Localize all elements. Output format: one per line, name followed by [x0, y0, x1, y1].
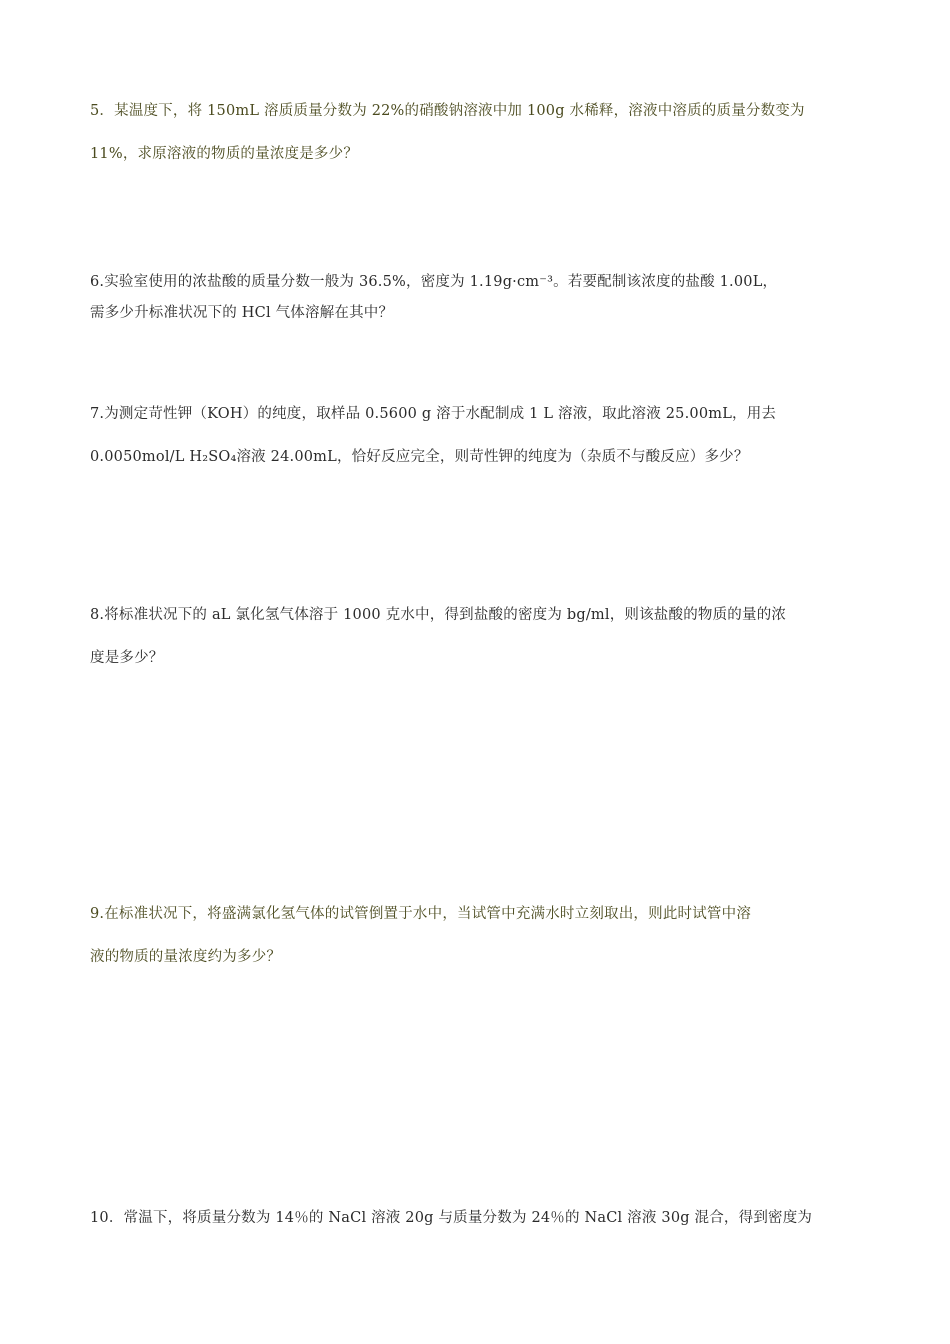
- question-10-line-1: 10．常温下，将质量分数为 14％的 NaCl 溶液 20g 与质量分数为 24％的 NaCl 溶液 30g 混合，得到密度为: [90, 1210, 813, 1226]
- question-7-line-1: 7.为测定苛性钾（KOH）的纯度，取样品 0.5600 g 溶于水配制成 1 L 溶液，取此溶液 25.00mL，用去: [90, 406, 777, 422]
- question-6-line-1: 6.实验室使用的浓盐酸的质量分数一般为 36.5%，密度为 1.19g·cm⁻³。若要配制该浓度的盐酸 1.00L，: [90, 274, 778, 290]
- question-7-line-2: 0.0050mol/L H₂SO₄溶液 24.00mL，恰好反应完全，则苛性钾的纯度为（杂质不与酸反应）多少？: [90, 449, 749, 465]
- question-8: [90, 605, 862, 668]
- question-7: [90, 404, 862, 467]
- question-9-line-1: 9.在标准状况下，将盛满氯化氢气体的试管倒置于水中，当试管中充满水时立刻取出，则此时试管中溶: [90, 906, 752, 922]
- question-9: [90, 904, 862, 967]
- question-6: [90, 272, 862, 323]
- question-5-line-2: 11%，求原溶液的物质的量浓度是多少？: [90, 146, 359, 162]
- question-8-line-2: 度是多少？: [90, 650, 164, 666]
- question-6-line-2: 需多少升标准状况下的 HCl 气体溶解在其中？: [90, 305, 394, 321]
- question-9-line-2: 液的物质的量浓度约为多少？: [90, 949, 282, 965]
- question-8-line-1: 8.将标准状况下的 aL 氯化氢气体溶于 1000 克水中，得到盐酸的密度为 bg/ml，则该盐酸的物质的量的浓: [90, 607, 787, 623]
- question-10: [90, 1208, 862, 1228]
- question-5: [90, 101, 862, 164]
- question-5-line-1: 5．某温度下，将 150mL 溶质质量分数为 22%的硝酸钠溶液中加 100g 水稀释，溶液中溶质的质量分数变为: [90, 103, 805, 119]
